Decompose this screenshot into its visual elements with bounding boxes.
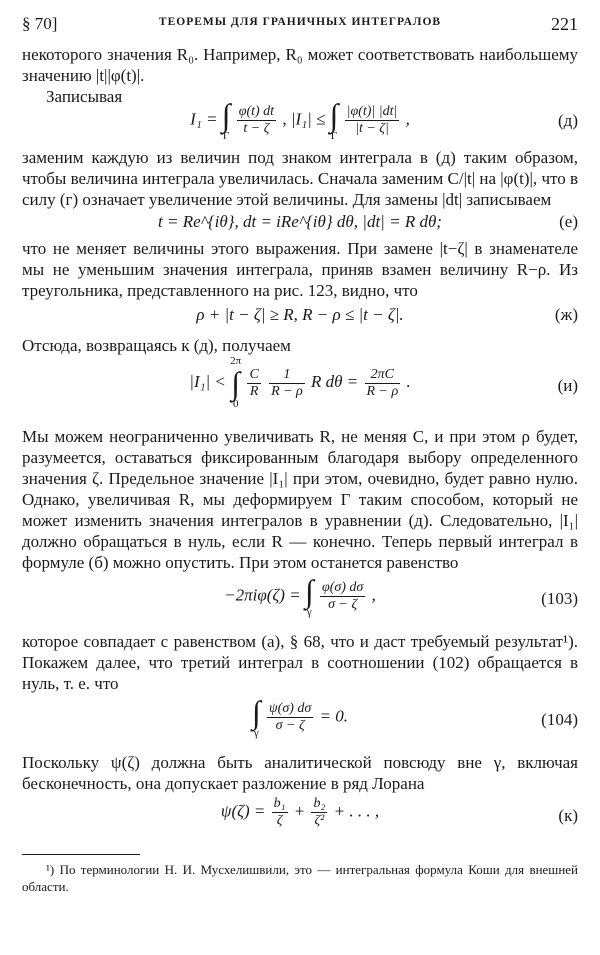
paragraph: что не меняет величины этого выражения. При замене |t−ζ| в знаменателе мы не уменьшим значения интеграла, приняв взамен величину R−ρ. Из треугольника, представленного на рис. 123, видно, что bbox=[22, 239, 578, 300]
footnote-rule bbox=[22, 854, 140, 855]
equation-103: −2πiφ(ζ) = ∫ γ $\frac{\varphi(\sigma) d\sigma}{\sigma - \zeta}$ , (103) bbox=[224, 573, 578, 618]
equation-tag: (д) bbox=[558, 111, 578, 130]
footnote: ¹) По терминологии Н. И. Мусхелишвили, это — интегральная формула Коши для внешней области. bbox=[22, 862, 578, 894]
paragraph: заменим каждую из величин под знаком интеграла в (д) таким образом, чтобы величина интеграла увеличилась. Сначала заменим C/|t| на |φ(t)|, что в силу (г) означает увеличение этой величины. Для замены |dt| записываем bbox=[22, 148, 578, 209]
equation-tag: (е) bbox=[559, 212, 578, 231]
equation-k: ψ(ζ) = $\frac{\text{b₁}}{\zeta}$ + $\frac{\text{b₂}}{\text{ζ²}}$ + . . . , (к) bbox=[220, 796, 578, 828]
equation-tag: (ж) bbox=[554, 305, 578, 324]
equation-d: I₁ = ∫ Γ $\frac{\varphi(t) dt}{t - \zeta}$ , |I₁| ≤ ∫ Γ $\frac{|\varphi(t)| |dt|}{|t - \zeta|}$ , (д) bbox=[190, 97, 578, 142]
running-header bbox=[22, 14, 578, 44]
equation-e: t = Re^{iθ}, dt = iRe^{iθ} dθ, |dt| = R dθ; (е) bbox=[158, 212, 578, 231]
section-ref: § 70] bbox=[22, 14, 58, 33]
running-title: ТЕОРЕМЫ ДЛЯ ГРАНИЧНЫХ ИНТЕГРАЛОВ bbox=[158, 16, 442, 28]
equation-i: |I₁| < 2π ∫ 0 $\frac{C}{R}$ $\frac{1}{R - \rho}$ R dθ = $\frac{2\pi C}{R - \rho}$ . (и) bbox=[189, 355, 578, 410]
paragraph: Поскольку ψ(ζ) должна быть аналитической повсюду вне γ, включая бесконечность, она допускает разложение в ряд Лорана bbox=[22, 753, 578, 793]
equation-tag: (и) bbox=[557, 376, 578, 395]
equation-tag: (103) bbox=[541, 589, 578, 608]
paragraph: которое совпадает с равенством (а), § 68, что и даст требуемый результат¹). Покажем далее, что третий интеграл в соотношении (102) обращается в нуль, т. е. что bbox=[22, 632, 578, 693]
paragraph: некоторого значения R₀. Например, R₀ может соответствовать наибольшему значению |t||φ(t)|. bbox=[22, 45, 578, 85]
paragraph: Мы можем неограниченно увеличивать R, не меняя C, и при этом ρ будет, разумеется, оставаться фиксированным благодаря выбору определенного значения ζ. Предельное значение |I₁| при этом, очевидно, будет равно нулю. Однако, увеличивая R, мы деформируем Γ таким способом, который не может изменить значения интегралов в уравнении (д). Следовательно, |I₁| должно обращаться в нуль, если R — конечно. Теперь первый интеграл в формуле (б) можно опустить. При этом останется равенство bbox=[22, 427, 578, 572]
paragraph: Отсюда, возвращаясь к (д), получаем bbox=[22, 336, 291, 355]
equation-104: ∫ γ $\frac{\psi(\sigma) d\sigma}{\sigma - \zeta}$ = 0. (104) bbox=[251, 694, 578, 739]
page-number: 221 bbox=[551, 14, 578, 34]
paragraph: Записывая bbox=[46, 87, 123, 106]
equation-tag: (104) bbox=[541, 710, 578, 729]
page bbox=[22, 14, 578, 895]
equation-zh: ρ + |t − ζ| ≥ R, R − ρ ≤ |t − ζ|. (ж) bbox=[196, 305, 578, 324]
equation-tag: (к) bbox=[558, 806, 578, 825]
